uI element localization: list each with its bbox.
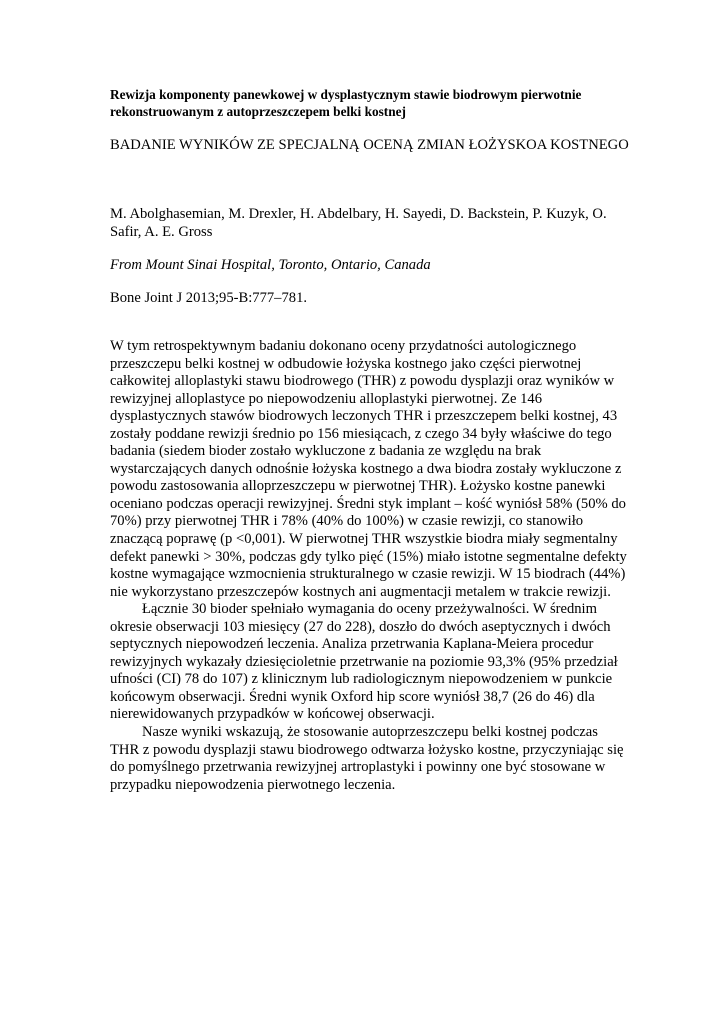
article-subtitle: BADANIE WYNIKÓW ZE SPECJALNĄ OCENĄ ZMIAN ŁOŻYSKOA KOSTNEGO [110, 137, 629, 153]
abstract-paragraph: Nasze wyniki wskazują, że stosowanie autoprzeszczepu belki kostnej podczas THR z powodu dysplazji stawu biodrowego odtwarza łożysko kostne, przyczyniając się do pomyślnego przetrwania rewizyjnej artroplastyki i powinny one być stosowane w przypadku niepowodzenia pierwotnego leczenia. [110, 724, 624, 793]
abstract-paragraph: Łącznie 30 bioder spełniało wymagania do oceny przeżywalności. W średnim okresie obserwacji 103 miesięcy (27 do 228), doszło do dwóch aseptycznych i dwóch septycznych niepowodzeń leczenia. Analiza przetrwania Kaplana-Meiera procedur rewizyjnych wykazały dziesięcioletnie przetrwanie na poziomie 93,3% (95% przedział ufności (CI) 78 do 107) z klinicznym lub radiologicznym niepowodzeniem w punkcie końcowym obserwacji. Średni wynik Oxford hip score wyniósł 38,7 (26 do 46) dla nierewidowanych przypadków w końcowej obserwacji. [110, 601, 618, 723]
abstract-body [110, 338, 630, 794]
affiliation: From Mount Sinai Hospital, Toronto, Ontario, Canada [110, 257, 431, 273]
article-title: Rewizja komponenty panewkowej w dysplastycznym stawie biodrowym pierwotnie rekonstruowanym z autoprzeszczepem belki kostnej [110, 87, 582, 119]
abstract-paragraph: W tym retrospektywnym badaniu dokonano oceny przydatności autologicznego przeszczepu belki kostnej w odbudowie łożyska kostnego jako części pierwotnej całkowitej alloplastyki stawu biodrowego (THR) z powodu dysplazji oraz wyników w rewizyjnej alloplastyce po niepowodzeniu alloplastyki pierwotnej. Ze 146 dysplastycznych stawów biodrowych leczonych THR i przeszczepem belki kostnej, 43 zostały poddane rewizji średnio po 156 miesiącach, z czego 34 były właściwe do tego badania (siedem bioder zostało wykluczone z badania ze względu na brak wystarczających danych odnośnie łożyska kostnego a dwa biodra zostały wykluczone z powodu zastosowania alloprzeszczepu w pierwotnej THR). Łożysko kostne panewki oceniano podczas operacji rewizyjnej. Średni styk implant – kość wyniósł 58% (50% do 70%) przy pierwotnej THR i 78% (40% do 100%) w czasie rewizji, co stanowiło znaczącą poprawę (p <0,001). W pierwotnej THR wszystkie biodra miały segmentalny defekt panewki > 30%, podczas gdy tylko pięć (15%) miało istotne segmentalne defekty kostne wymagające wzmocnienia strukturalnego w czasie rewizji. W 15 biodrach (44%) nie wykorzystano przeszczepów kostnych ani augmentacji metalem w trakcie rewizji. [110, 338, 627, 600]
journal-citation: Bone Joint J 2013;95-B:777–781. [110, 290, 308, 306]
authors-list: M. Abolghasemian, M. Drexler, H. Abdelbary, H. Sayedi, D. Backstein, P. Kuzyk, O. Safir, A. E. Gross [110, 206, 607, 240]
